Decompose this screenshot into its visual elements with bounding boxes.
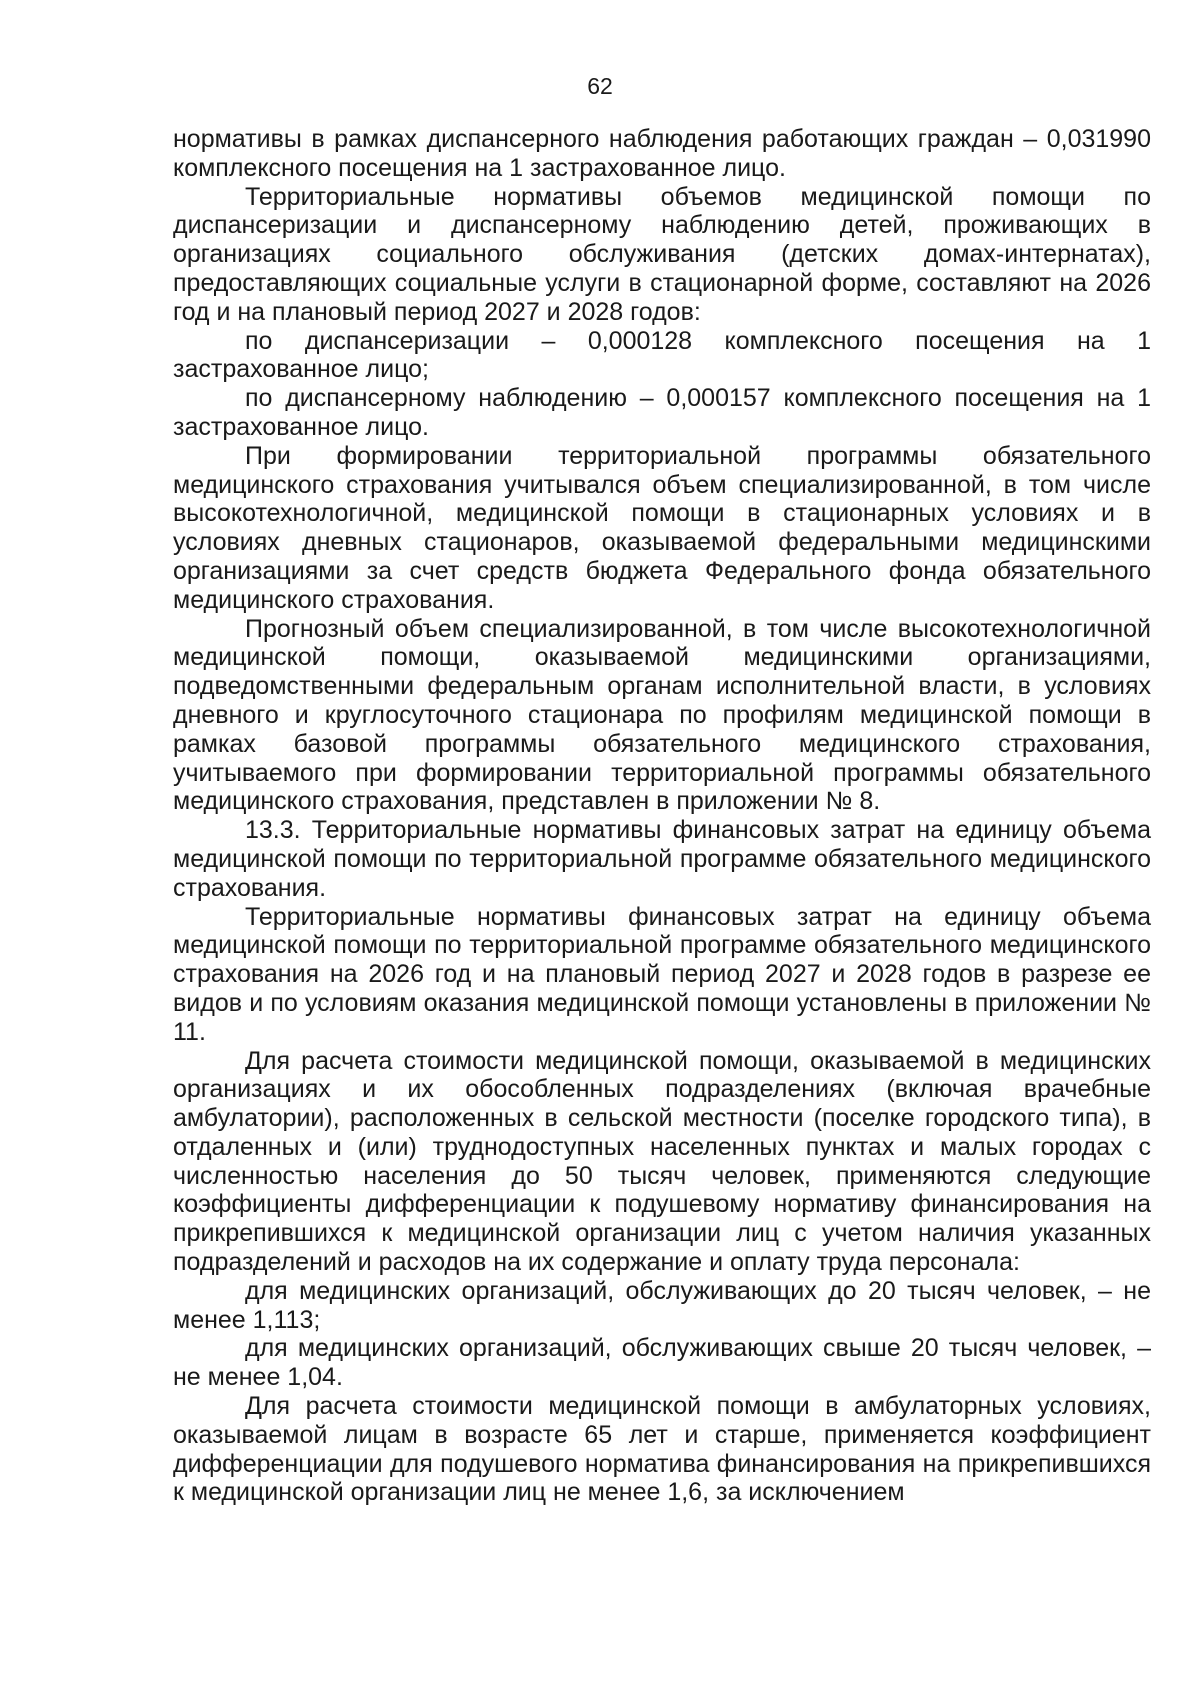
paragraph-forecast-volume: Прогнозный объем специализированной, в том числе высокотехнологичной медицинской помощи, оказываемой медицинскими организациями, подведомственными федеральным органам исполнительной власти, в условиях дневного и круглосуточного стационара по профилям медицинской помощи в рамках базовой программы обязательного медицинского страхования, учитываемого при формировании территориальной программы обязательного медицинского страхования, представлен в приложении № 8. — [173, 614, 1151, 816]
paragraph-elderly-coefficient: Для расчета стоимости медицинской помощи в амбулаторных условиях, оказываемой лицам в возрасте 65 лет и старше, применяется коэффициент дифференциации для подушевого норматива финансирования на прикрепившихся к медицинской организации лиц не менее 1,6, за исключением — [173, 1392, 1151, 1507]
paragraph-children-norms: Территориальные нормативы объемов медицинской помощи по диспансеризации и диспансерному наблюдению детей, проживающих в организациях социального обслуживания (детских домах-интернатах), предоставляющих социальные услуги в стационарной форме, составляют на 2026 год и на плановый период 2027 и 2028 годов: — [173, 182, 1151, 326]
paragraph-rural-coefficients: Для расчета стоимости медицинской помощи, оказываемой в медицинских организациях и их обособленных подразделениях (включая врачебные амбулатории), расположенных в сельской местности (поселке городского типа), в отдаленных и (или) труднодоступных населенных пунктах и малых городах с численностью населения до 50 тысяч человек, применяются следующие коэффициенты дифференциации к подушевому нормативу финансирования на прикрепившихся к медицинской организации лиц с учетом наличия указанных подразделений и расходов на их содержание и оплату труда персонала: — [173, 1046, 1151, 1277]
body-text — [173, 125, 1151, 1507]
paragraph-section-13-3-heading: 13.3. Территориальные нормативы финансовых затрат на единицу объема медицинской помощи по территориальной программе обязательного медицинского страхования. — [173, 816, 1151, 902]
paragraph-coefficient-up-to-20k: для медицинских организаций, обслуживающих до 20 тысяч человек, – не менее 1,113; — [173, 1276, 1151, 1334]
paragraph-dispensarization-norm: по диспансеризации – 0,000128 комплексного посещения на 1 застрахованное лицо; — [173, 326, 1151, 384]
paragraph-dispensary-observation-norm: по диспансерному наблюдению – 0,000157 комплексного посещения на 1 застрахованное лицо. — [173, 384, 1151, 441]
paragraph-dispensary-workers-continuation: нормативы в рамках диспансерного наблюдения работающих граждан – 0,031990 комплексного посещения на 1 застрахованное лицо. — [173, 125, 1151, 182]
paragraph-federal-volume: При формировании территориальной программы обязательного медицинского страхования учитывался объем специализированной, в том числе высокотехнологичной, медицинской помощи в стационарных условиях и в условиях дневных стационаров, оказываемой федеральными медицинскими организациями за счет средств бюджета Федерального фонда обязательного медицинского страхования. — [173, 441, 1151, 614]
paragraph-financial-norms: Территориальные нормативы финансовых затрат на единицу объема медицинской помощи по территориальной программе обязательного медицинского страхования на 2026 год и на плановый период 2027 и 2028 годов в разрезе ее видов и по условиям оказания медицинской помощи установлены в приложении № 11. — [173, 902, 1151, 1046]
paragraph-coefficient-over-20k: для медицинских организаций, обслуживающих свыше 20 тысяч человек, – не менее 1,04. — [173, 1334, 1151, 1392]
page-number: 62 — [587, 73, 613, 99]
